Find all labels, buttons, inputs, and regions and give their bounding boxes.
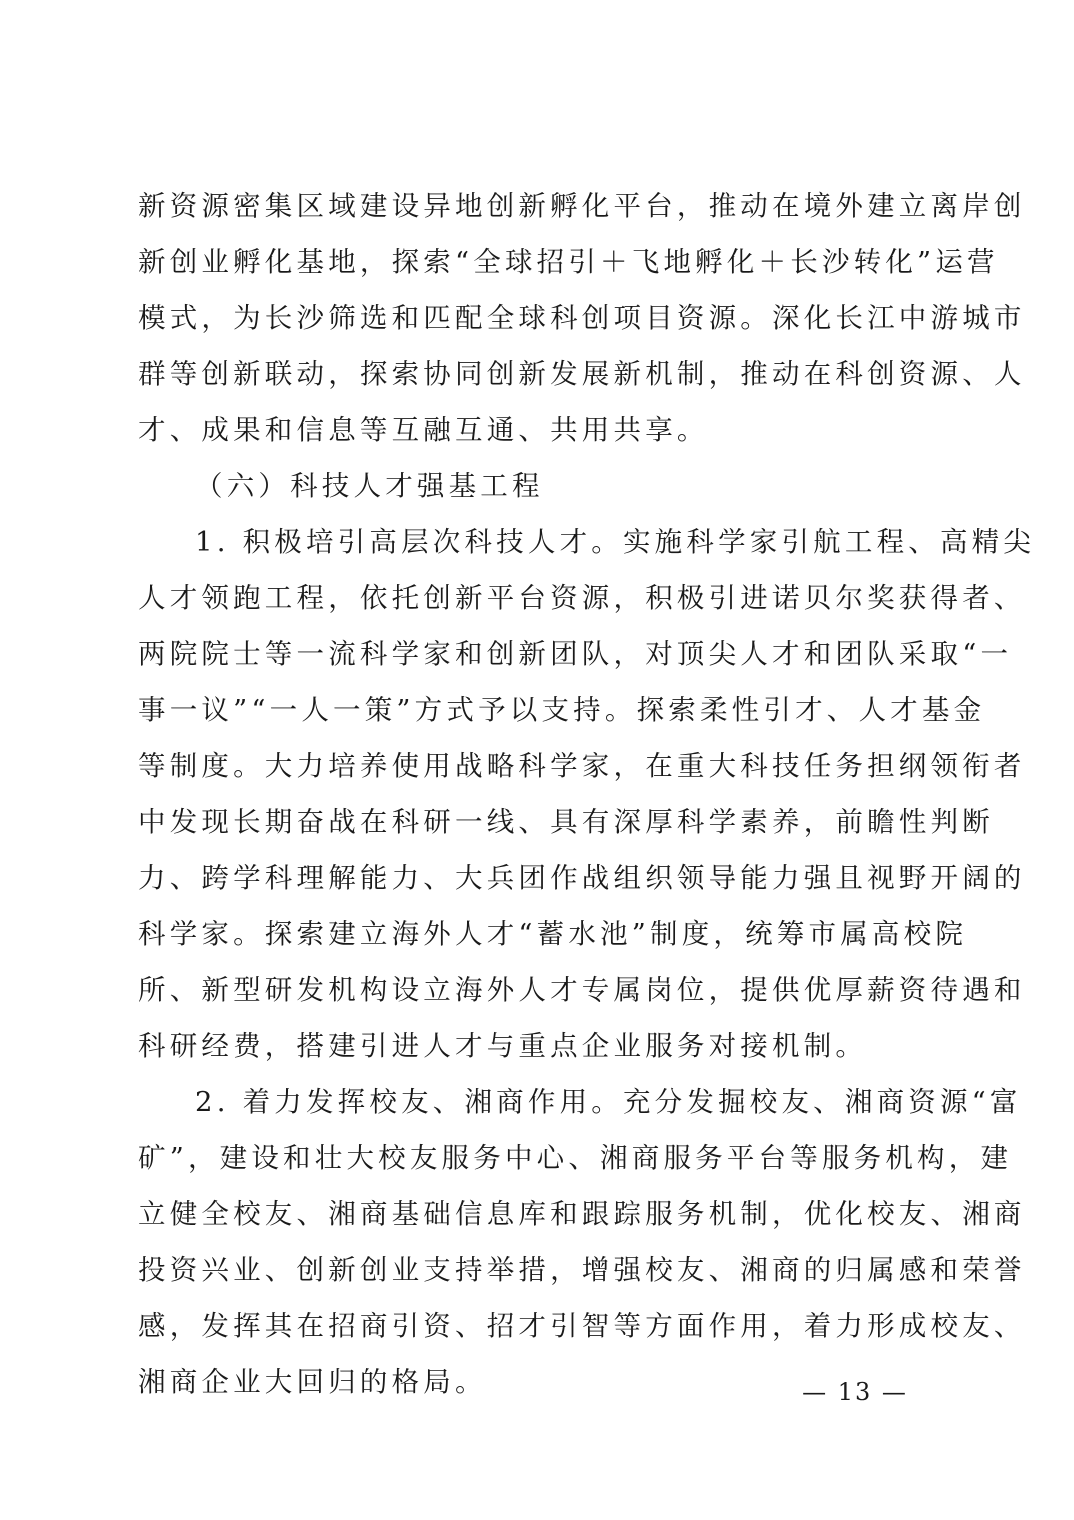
text-line: 所、新型研发机构设立海外人才专属岗位，提供优厚薪资待遇和 [138,974,1026,1006]
text-line: 才、成果和信息等互融互通、共用共享。 [138,414,709,446]
page-number: — 13 — [802,1378,908,1406]
body-text [138,178,1036,1410]
text-line: 两院院士等一流科学家和创新团队，对顶尖人才和团队采取“一 [138,638,1013,670]
text-line: 力、跨学科理解能力、大兵团作战组织领导能力强且视野开阔的 [138,862,1026,894]
text-line: 人才领跑工程，依托创新平台资源，积极引进诺贝尔奖获得者、 [138,582,1026,614]
text-line: 矿”，建设和壮大校友服务中心、湘商服务平台等服务机构，建 [138,1142,1013,1174]
text-line: 2. 着力发挥校友、湘商作用。充分发掘校友、湘商资源“富 [195,1086,1022,1118]
text-line: 科研经费，搭建引进人才与重点企业服务对接机制。 [138,1030,868,1062]
text-line: 立健全校友、湘商基础信息库和跟踪服务机制，优化校友、湘商 [138,1198,1026,1230]
text-line: 科学家。探索建立海外人才“蓄水池”制度，统筹市属高校院 [138,918,968,950]
text-line: 新资源密集区域建设异地创新孵化平台，推动在境外建立离岸创 [138,190,1026,222]
text-line: （六）科技人才强基工程 [195,470,544,502]
text-line: 等制度。大力培养使用战略科学家，在重大科技任务担纲领衔者 [138,750,1026,782]
text-line: 1. 积极培引高层次科技人才。实施科学家引航工程、高精尖 [195,526,1036,558]
text-line: 模式，为长沙筛选和匹配全球科创项目资源。深化长江中游城市 [138,302,1026,334]
text-line: 感，发挥其在招商引资、招才引智等方面作用，着力形成校友、 [138,1310,1026,1342]
text-line: 中发现长期奋战在科研一线、具有深厚科学素养，前瞻性判断 [138,806,994,838]
text-line: 群等创新联动，探索协同创新发展新机制，推动在科创资源、人 [138,358,1026,390]
text-line: 新创业孵化基地，探索“全球招引＋飞地孵化＋长沙转化”运营 [138,246,999,278]
text-line: 事一议”“一人一策”方式予以支持。探索柔性引才、人才基金 [138,694,986,726]
text-line: 湘商企业大回归的格局。 [138,1366,487,1398]
text-line: 投资兴业、创新创业支持举措，增强校友、湘商的归属感和荣誉 [138,1254,1026,1286]
